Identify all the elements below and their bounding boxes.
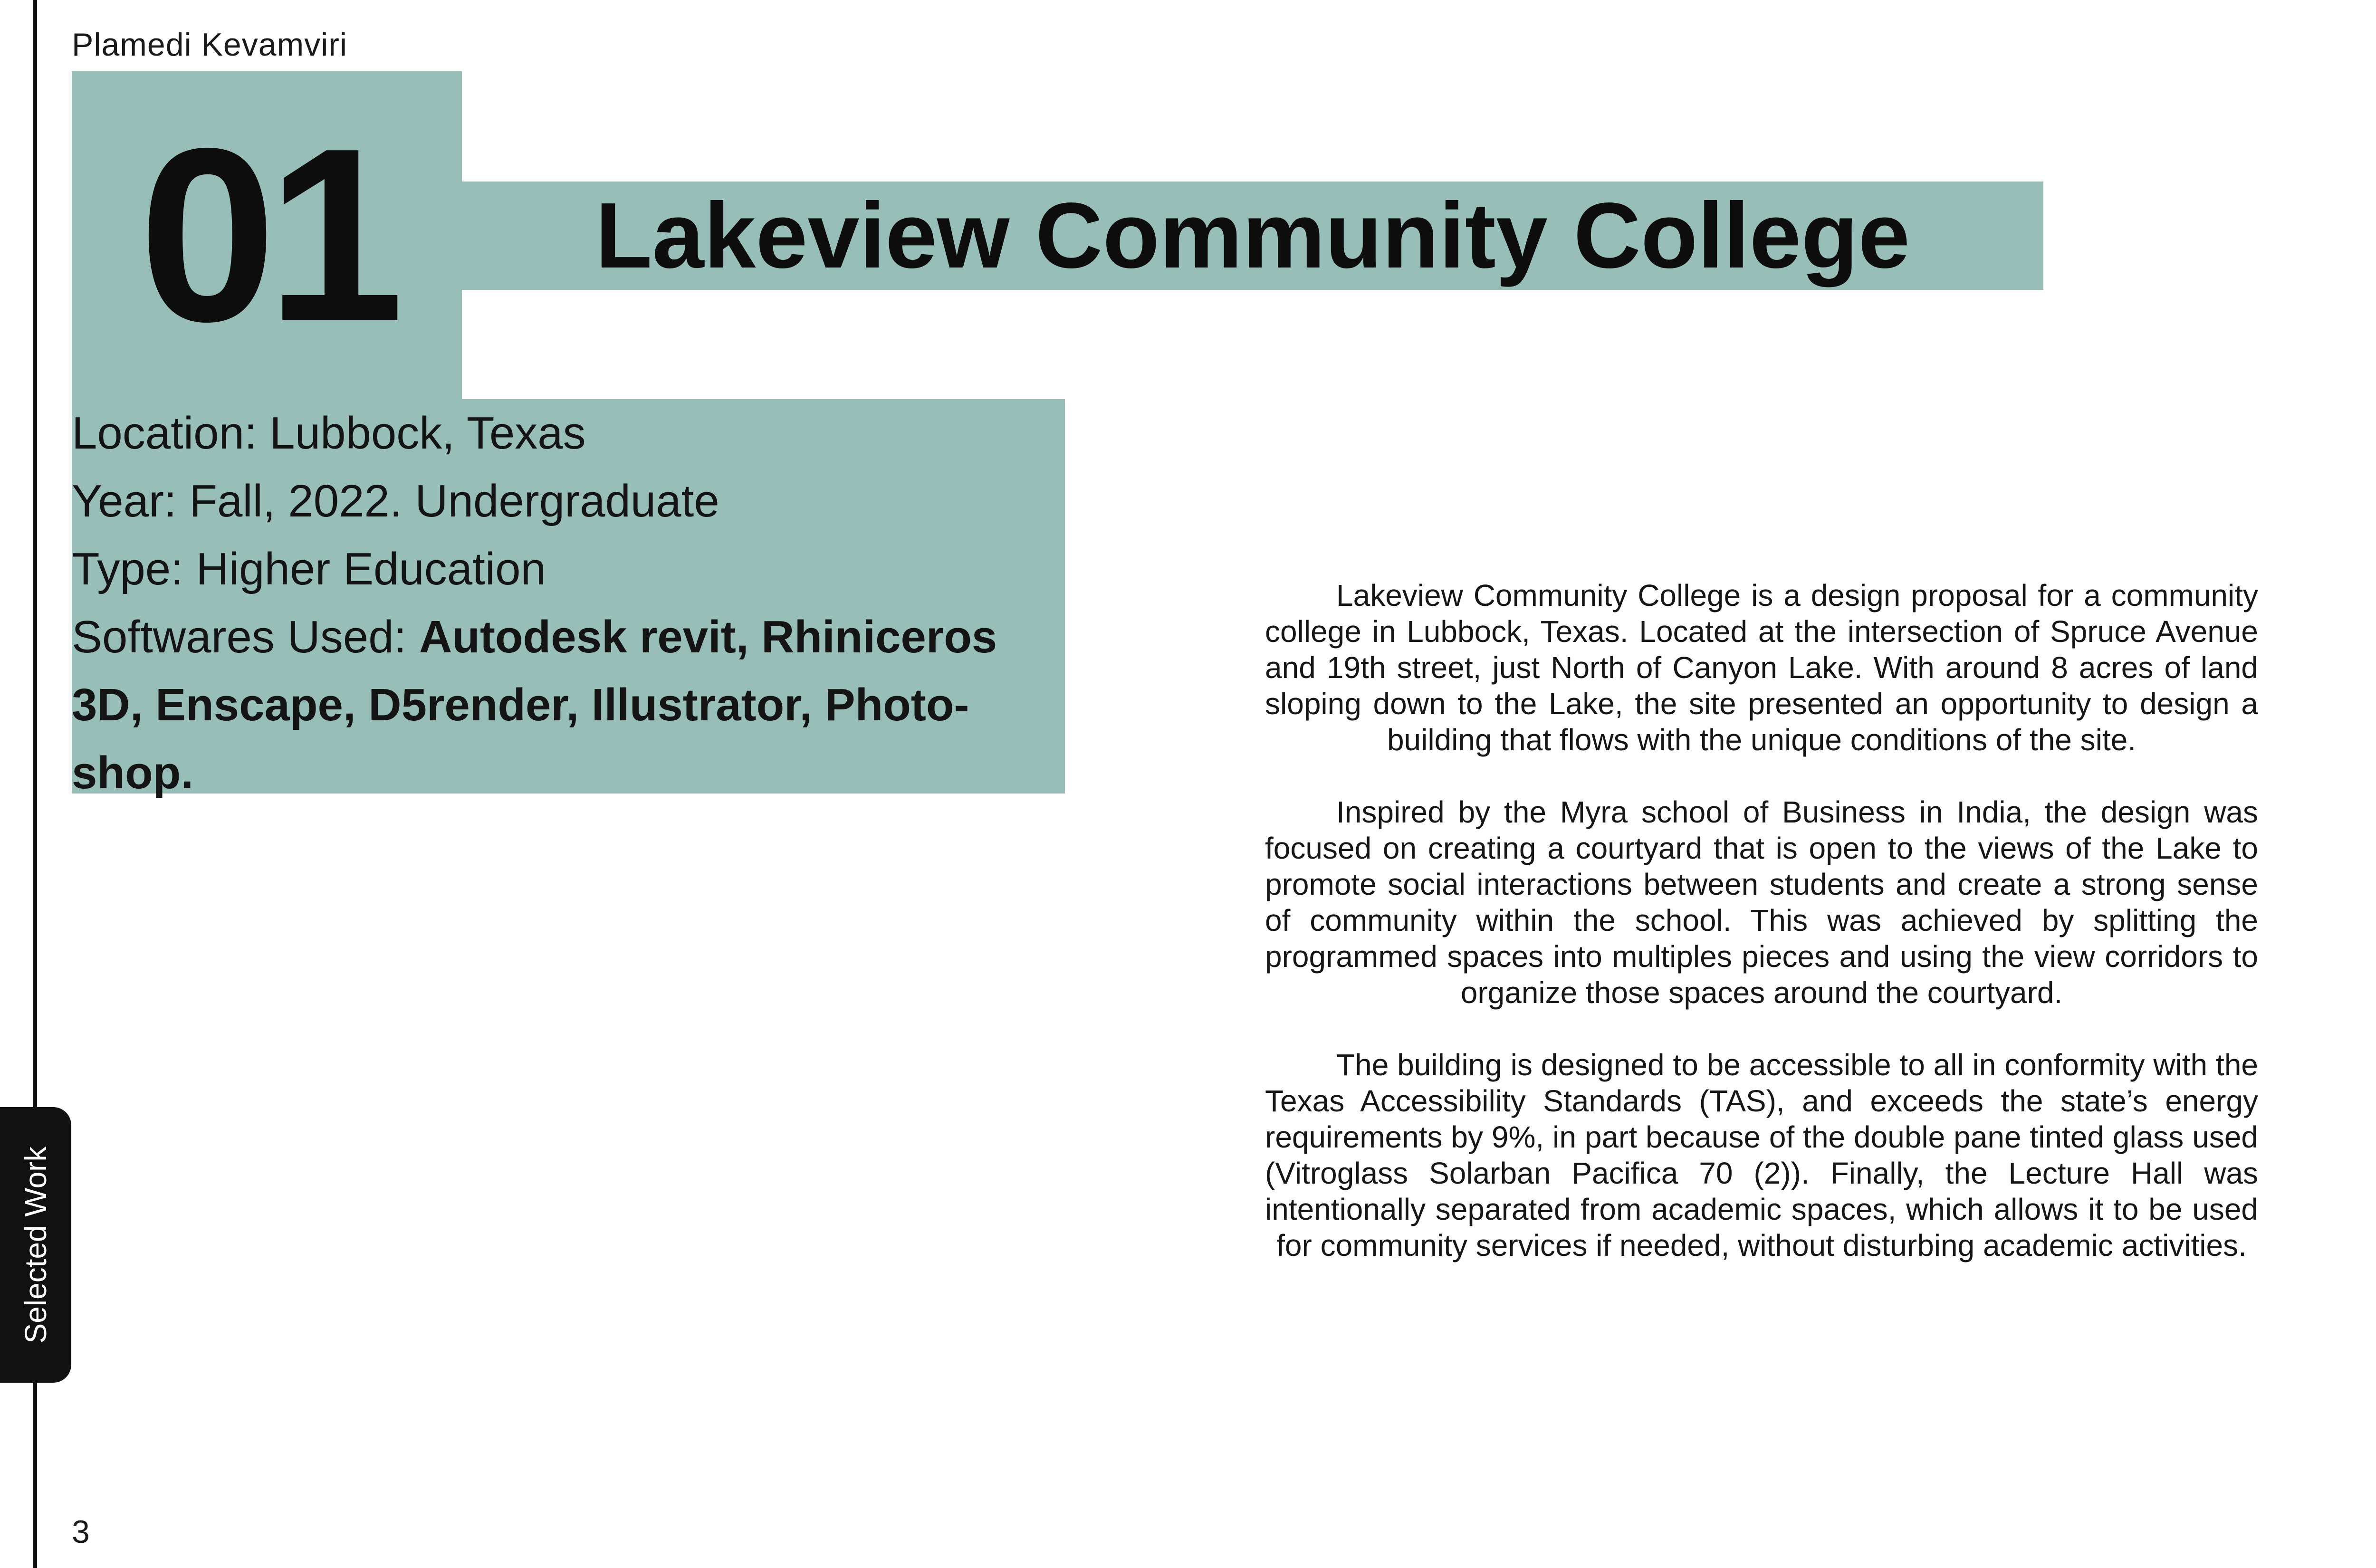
page-number: 3 [72, 1514, 90, 1550]
description-paragraph: The building is designed to be accessible to all in conformity with the Texas Accessibility Standards (TAS), and exceeds the state’s energy requirements by 9%, in part because of the double pane tinted glass used (Vitroglass Solarban Pacifica 70 (2)). Finally, the Lecture Hall was intentionally separated from academic spaces, which allows it to be used for community services if needed, without disturbing academic activities. [1265, 1048, 2258, 1262]
description-paragraph: Lakeview Community College is a design proposal for a community college in Lubbock, Texas. Located at the intersection of Spruce Avenue and 19th street, just North of Canyon Lake. With around 8 acres of land sloping down to the Lake, the site presented an opportunity to design a building that flows with the unique conditions of the site. [1265, 578, 2258, 757]
info-software [72, 603, 1065, 807]
info-software-label: Softwares Used: [72, 612, 419, 662]
project-info [72, 399, 1065, 807]
author-name: Plamedi Kevamviri [72, 27, 348, 63]
project-description [1265, 577, 2258, 1300]
info-software-value: Autodesk revit, Rhiniceros 3D, Enscape, D5render, Illustrator, Photo-shop. [72, 612, 997, 798]
project-number: 01 [139, 97, 395, 373]
info-year: Year: Fall, 2022. Undergraduate [72, 476, 719, 526]
section-tab-label: Selected Work [19, 1146, 53, 1344]
info-type: Type: Higher Education [72, 544, 546, 594]
info-location: Location: Lubbock, Texas [72, 408, 586, 459]
description-paragraph: Inspired by the Myra school of Business in India, the design was focused on creating a courtyard that is open to the views of the Lake to promote social interactions between students and create a strong sense of community within the school. This was achieved by splitting the programmed spaces into multiples pieces and using the view corridors to organize those spaces around the courtyard. [1265, 795, 2258, 1010]
project-title: Lakeview Community College [595, 183, 1910, 287]
